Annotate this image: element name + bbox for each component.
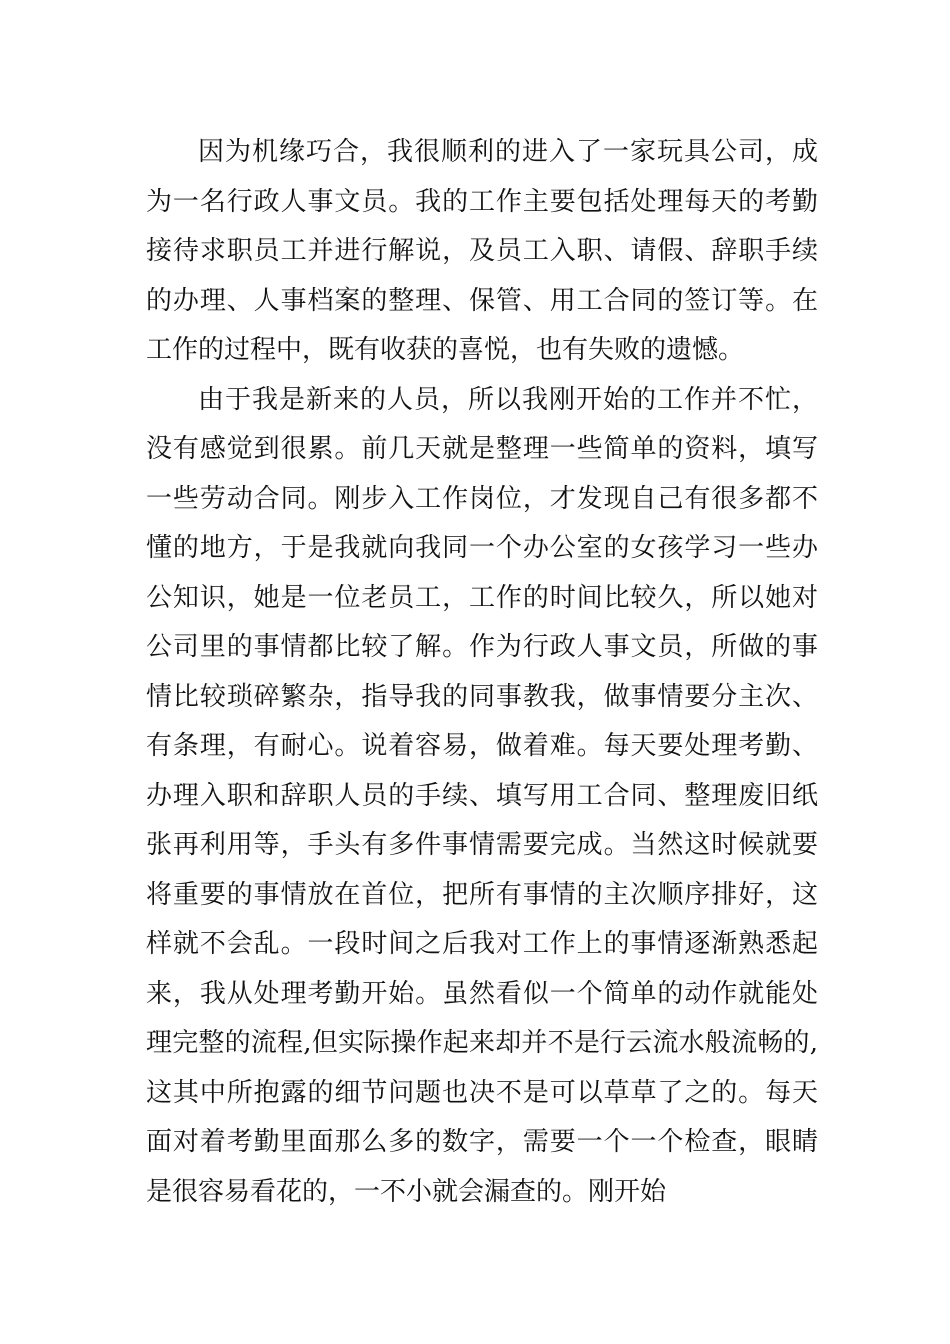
- text-line: 办理入职和辞职人员的手续、填写用工合同、整理废旧纸: [146, 780, 818, 811]
- text-line: 是很容易看花的，一不小就会漏查的。刚开始: [146, 1176, 667, 1207]
- text-line: 理完整的流程,但实际操作起来却并不是行云流水般流畅的,: [146, 1028, 818, 1058]
- text-line: 的办理、人事档案的整理、保管、用工合同的签订等。在: [146, 285, 818, 316]
- text-line: 由于我是新来的人员，所以我刚开始的工作并不忙，: [198, 384, 818, 415]
- text-line: 工作的过程中，既有收获的喜悦，也有失败的遗憾。: [146, 335, 745, 365]
- text-line: 样就不会乱。一段时间之后我对工作上的事情逐渐熟悉起: [146, 929, 818, 959]
- text-line: 公司里的事情都比较了解。作为行政人事文员，所做的事: [146, 632, 818, 662]
- paragraph-1: [146, 128, 818, 376]
- text-line: 这其中所抱露的细节问题也决不是可以草草了之的。每天: [146, 1077, 818, 1108]
- text-line: 将重要的事情放在首位，把所有事情的主次顺序排好，这: [146, 879, 818, 910]
- text-line: 因为机缘巧合，我很顺利的进入了一家玩具公司，成: [198, 137, 818, 167]
- text-line: 懂的地方，于是我就向我同一个办公室的女孩学习一些办: [146, 533, 818, 563]
- text-line: 一些劳动合同。刚步入工作岗位，才发现自己有很多都不: [146, 483, 818, 514]
- text-line: 公知识，她是一位老员工，工作的时间比较久，所以她对: [146, 582, 818, 613]
- text-line: 面对着考勤里面那么多的数字，需要一个一个检查，眼睛: [146, 1127, 818, 1157]
- text-line: 接待求职员工并进行解说，及员工入职、请假、辞职手续: [146, 236, 818, 266]
- text-line: 来，我从处理考勤开始。虽然看似一个简单的动作就能处: [146, 978, 818, 1009]
- text-line: 没有感觉到很累。前几天就是整理一些简单的资料，填写: [146, 434, 818, 464]
- paragraph-2: [146, 376, 818, 1218]
- text-line: 为一名行政人事文员。我的工作主要包括处理每天的考勤: [146, 186, 818, 217]
- text-line: 张再利用等，手头有多件事情需要完成。当然这时候就要: [146, 830, 818, 860]
- text-line: 有条理，有耐心。说着容易，做着难。每天要处理考勤、: [146, 731, 818, 761]
- body-text: [146, 128, 818, 1217]
- text-line: 情比较琐碎繁杂，指导我的同事教我，做事情要分主次、: [146, 681, 818, 712]
